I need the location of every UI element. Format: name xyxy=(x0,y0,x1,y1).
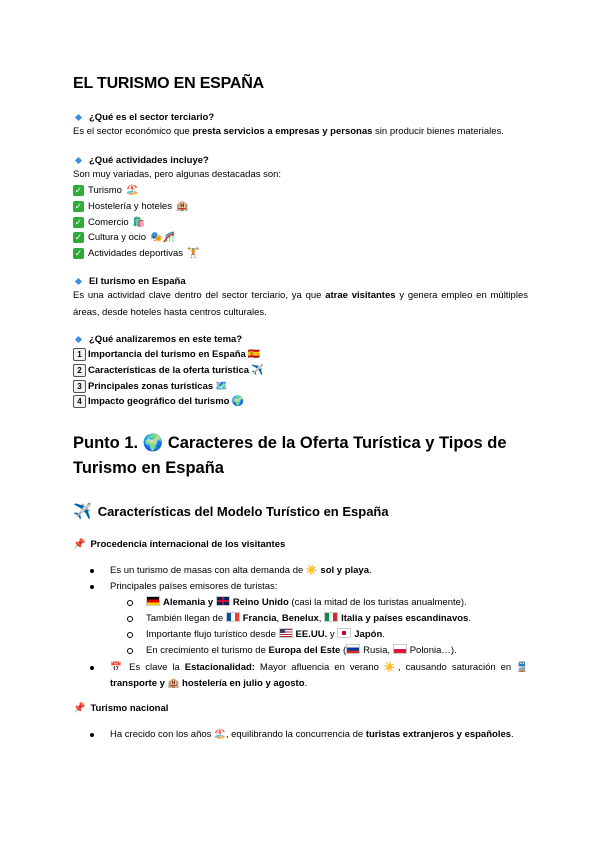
subsection-heading: ✈️ Características del Modelo Turístico en España xyxy=(73,503,389,520)
airplane-icon: ✈️ xyxy=(251,365,264,377)
activities-list xyxy=(73,183,200,261)
globe-icon: 🌍 xyxy=(142,434,164,452)
paragraph-activities-intro: Son muy variadas, pero algunas destacadas son: xyxy=(73,169,282,180)
spain-flag-icon: 🇪🇸 xyxy=(247,349,261,361)
list-item: ✓ Actividades deportivas 🏋️ xyxy=(74,248,200,260)
check-mark-icon: ✓ xyxy=(74,248,83,259)
number-two-icon: 2 xyxy=(73,364,86,377)
hotel-icon: 🏨 xyxy=(167,678,180,689)
list-item: ✓ Comercio 🛍️ xyxy=(74,216,146,228)
france-flag-icon xyxy=(226,612,240,622)
weightlifter-icon: 🏋️ xyxy=(187,248,200,260)
nacional-list xyxy=(90,727,528,743)
usa-flag-icon xyxy=(279,628,293,638)
analysis-list xyxy=(73,347,264,410)
question-heading-analysis: ¿Qué analizaremos en este tema? xyxy=(73,334,242,345)
train-icon: 🚆 xyxy=(516,662,529,673)
list-item: ✓ Turismo 🏖️ xyxy=(74,185,139,197)
calendar-icon: 📅 xyxy=(110,662,125,673)
blue-diamond-icon xyxy=(75,336,82,343)
number-one-icon: 1 xyxy=(73,348,86,361)
list-item: 1 Importancia del turismo en España 🇪🇸 xyxy=(73,347,264,363)
paragraph-tourism: Es una actividad clave dentro del sector terciario, ya que atrae visitantes y genera empleo en múltiples áreas, desde hoteles hasta centros culturales. xyxy=(73,290,528,318)
number-three-icon: 3 xyxy=(73,380,86,393)
number-four-icon: 4 xyxy=(73,395,86,408)
hotel-icon: 🏨 xyxy=(175,201,189,213)
list-item: ✓ Cultura y ocio 🎭🎢 xyxy=(74,232,175,244)
list-item: ✓ Hostelería y hoteles 🏨 xyxy=(74,201,189,213)
document-title: EL TURISMO EN ESPAÑA xyxy=(73,75,264,92)
blue-diamond-icon xyxy=(75,157,82,164)
shopping-bags-icon: 🛍️ xyxy=(132,216,146,228)
airplane-icon: ✈️ xyxy=(73,503,92,520)
check-mark-icon: ✓ xyxy=(74,185,83,196)
list-item: 2 Características de la oferta turística ✈️ xyxy=(73,363,264,379)
blue-diamond-icon xyxy=(75,114,82,121)
list-item: 3 Principales zonas turísticas 🗺️ xyxy=(73,378,264,394)
russia-flag-icon xyxy=(346,644,360,654)
list-subitem: En crecimiento el turismo de Europa del Este ( Rusia, Polonia…). xyxy=(90,643,528,659)
list-item: 📅 Es clave la Estacionalidad: Mayor afluencia en verano ☀️, causando saturación en 🚆 transporte y 🏨 hostelería en julio y agosto. xyxy=(90,660,528,692)
list-subitem: Importante flujo turístico desde EE.UU. y Japón. xyxy=(90,627,528,643)
poland-flag-icon xyxy=(393,644,407,654)
list-subitem: Alemania y Reino Unido (casi la mitad de los turistas anualmente). xyxy=(90,595,528,611)
list-subitem: También llegan de Francia, Benelux, Italia y países escandinavos. xyxy=(90,611,528,627)
paragraph-sector: Es el sector económico que presta servicios a empresas y personas sin producir bienes materiales. xyxy=(73,126,504,137)
sun-icon: ☀️ xyxy=(305,565,318,576)
list-item: 4 Impacto geográfico del turismo 🌍 xyxy=(73,394,264,410)
question-heading-activities: ¿Qué actividades incluye? xyxy=(73,155,209,166)
blue-diamond-icon xyxy=(75,278,82,285)
check-mark-icon: ✓ xyxy=(74,201,83,212)
question-heading-sector: ¿Qué es el sector terciario? xyxy=(73,112,214,123)
beach-umbrella-icon: 🏖️ xyxy=(214,729,226,740)
pushpin-icon: 📌 xyxy=(73,703,86,714)
section-heading-punto1: Punto 1. 🌍 Caracteres de la Oferta Turística y Tipos de Turismo en España xyxy=(73,434,507,477)
map-icon: 🗺️ xyxy=(215,380,228,392)
uk-flag-icon xyxy=(216,596,230,606)
list-item: Principales países emisores de turistas: xyxy=(90,579,528,595)
procedencia-list xyxy=(90,563,528,692)
procedencia-heading: 📌 Procedencia internacional de los visitantes xyxy=(73,539,286,550)
italy-flag-icon xyxy=(324,612,338,622)
pushpin-icon: 📌 xyxy=(73,539,86,550)
list-item: Es un turismo de masas con alta demanda de ☀️ sol y playa. xyxy=(90,563,528,579)
turismo-nacional-heading: 📌 Turismo nacional xyxy=(73,703,169,714)
beach-umbrella-icon: 🏖️ xyxy=(125,185,139,197)
check-mark-icon: ✓ xyxy=(74,216,83,227)
question-heading-tourism: El turismo en España xyxy=(73,276,186,287)
check-mark-icon: ✓ xyxy=(74,232,83,243)
sun-icon: ☀️ xyxy=(383,662,399,673)
japan-flag-icon xyxy=(337,628,351,638)
theater-masks-icon: 🎭🎢 xyxy=(150,232,175,244)
list-item: Ha crecido con los años 🏖️, equilibrando la concurrencia de turistas extranjeros y españoles. xyxy=(90,727,528,743)
germany-flag-icon xyxy=(146,596,160,606)
globe-icon: 🌍 xyxy=(231,396,244,408)
